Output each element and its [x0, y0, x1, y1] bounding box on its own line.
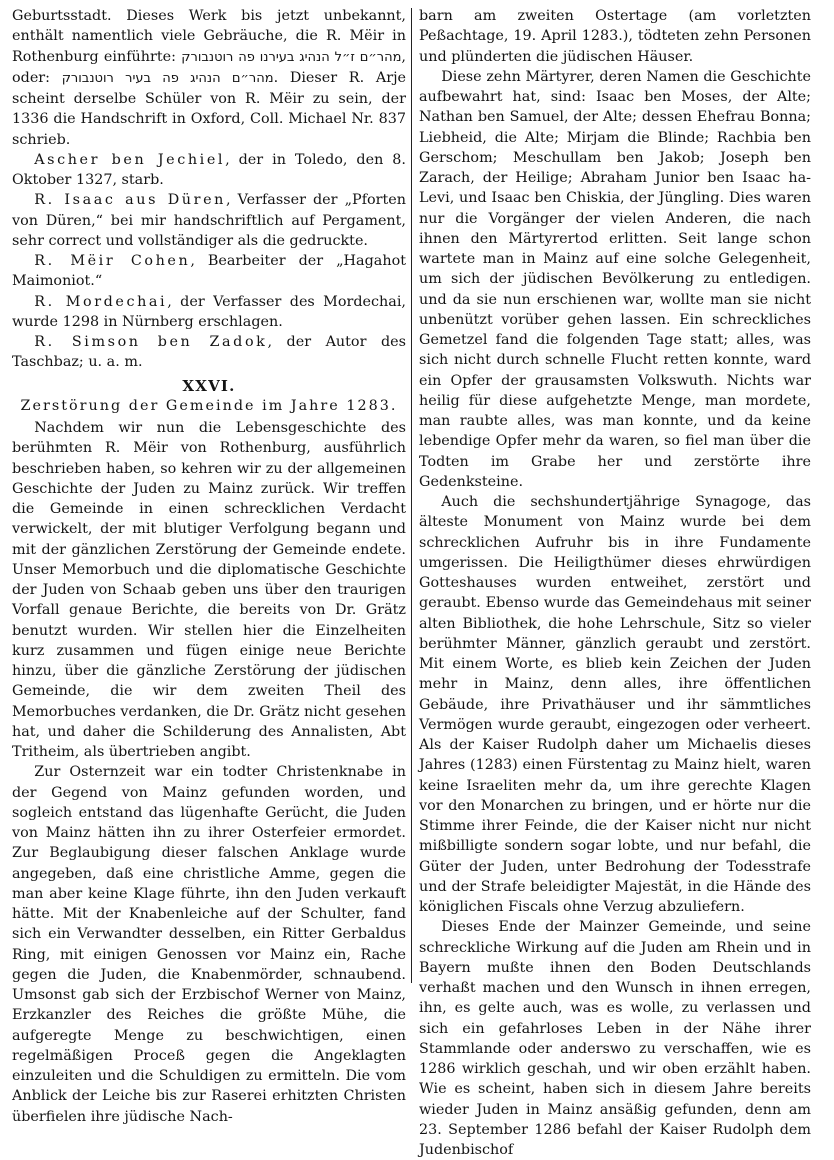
person-name: Ascher ben Jechiel: [34, 151, 226, 168]
person-name: R. Simson ben Zadok: [34, 334, 268, 350]
paragraph-mordechai: [12, 292, 406, 333]
hebrew-quote-2: מהר״ם הנהיג פה בעיר רוטנבורק: [61, 70, 274, 86]
hebrew-quote-1: מהר״ם ז״ל הנהיג בעירנו פה רוטנבורק: [181, 49, 402, 65]
paragraph-martyrs: Diese zehn Märtyrer, deren Namen die Geschichte aufbewahrt hat, sind: Isaac ben Moses, der Alte; Nathan ben Samuel, der Alte; dessen Ehefrau Bonna; Liebheid, die Alte; Mirjam die Blinde; Rachbia ben Gerschom; Meschullam ben Jakob; Joseph ben Zarach, der Heilige; Abraham Junior ben Isaac ha-Levi, und Isaac ben Chiskia, der Jüngling. Dies waren nur die Vorgänger der vielen Anderen, die nach ihnen den Märtyrertod erlitten. Seit lange schon wartete man in Mainz auf eine solche Gelegenheit, um sich der jüdischen Bevölkerung zu entledigen. und da sie nun erschienen war, wollte man sie nicht unbenützt vorüber gehen lassen. Ein schreckliches Gemetzel fand die folgenden Tage statt; alles, was sich nicht durch schnelle Flucht retten konnte, ward ein Opfer der grausamsten Volkswuth. Nichts war heilig für diese aufgehetzte Menge, man mordete, man raubte alles, was man konnte, und da keine lebendige Opfer mehr da waren, so fiel man über die Todten im Grabe her und zerstörte ihre Gedenksteine.: [419, 68, 811, 490]
paragraph-ascher: [12, 150, 406, 191]
person-name: R. Mëir Cohen: [34, 253, 191, 269]
paragraph-easter-accusation: Zur Osternzeit war ein todter Christenknabe in der Gegend von Mainz gefunden worden, und sogleich entstand das lügenhafte Gerücht, die Juden von Mainz hätten ihn zu ihrer Osterfeier ermordet. Zur Beglaubigung dieser falschen Anklage wurde angegeben, daß eine christliche Amme, gegen die man aber keine Klage führte, ihn den Juden verkauft hätte. Mit der Knabenleiche auf der Schulter, fand sich ein Verwandter desselben, ein Ritter Gerbaldus Ring, mit einigen Genossen vor Mainz ein, Rache gegen die Juden, die Knabenmörder, schnaubend. Umsonst gab sich der Erzbischof Werner von Mainz, Erzkanzler des Reiches die größte Mühe, die aufgeregte Menge zu beschwichtigen, einen regelmäßigen Proceß gegen die Angeklagten einzuleiten und die Schuldigen zu ermitteln. Die vom Anblick der Leiche bis zur Raserei erhitzten Christen überfielen ihre jüdische Nach-: [12, 764, 406, 1125]
text-run: . Dieser R. Arje scheint derselbe Schüler von R. Mëir zu sein, der 1336 die Handschrift in Oxford, Coll. Michael Nr. 837 schrieb.: [12, 69, 407, 148]
person-name: R. Mordechai: [34, 293, 168, 310]
section-title: Zerstörung der Gemeinde im Jahre 1283.: [20, 397, 398, 414]
text-run: , Bearbeiter der „Hagahot Maimoniot.“: [12, 253, 406, 290]
text-run: , Verfasser der „Pforten von Düren,“ bei mir handschriftlich auf Pergament, sehr correct und vollständiger als die gedruckte.: [12, 192, 406, 249]
section-number: XXVI.: [182, 376, 236, 395]
paragraph-end-of-community: Dieses Ende der Mainzer Gemeinde, und seine schreckliche Wirkung auf die Juden am Rhein und in Bayern mußte ihnen den Boden Deutschlands verhaßt machen und den Wunsch in ihnen erregen, ihn, es gelte auch, was es wolle, zu verlassen und sich ein gefahrloses Leben in der Nähe ihrer Stammlande oder anderswo zu verschaffen, wie es 1286 wirklich geschah, und wir oben erzählt haben. Wie es scheint, haben sich in diesem Jahre bereits wieder Juden in Mainz ansäßig gefunden, denn am 23. September 1286 befahl der Kaiser Rudolph dem Judenbischof: [419, 919, 811, 1158]
paragraph-simson: [12, 332, 406, 373]
text-run: , der in Toledo, den 8. Oktober 1327, starb.: [12, 151, 406, 188]
text-run: , oder:: [12, 48, 406, 86]
text-run: Geburtsstadt. Dieses Werk bis jetzt unbekannt, enthält namentlich viele Gebräuche, die R. Mëir in Rothenburg einführte:: [12, 8, 406, 65]
text-run: , der Autor des Taschbaz; u. a. m.: [12, 334, 406, 371]
paragraph-continuation: barn am zweiten Ostertage (am vorletzten Peßachtage, 19. April 1283.), tödteten zehn Personen und plünderten die jüdischen Häuser.: [419, 8, 811, 65]
paragraph-birthplace-work: [12, 6, 406, 150]
paragraph-meir-cohen: [12, 251, 406, 292]
right-column: [412, 6, 811, 1160]
paragraph-isaac-dueren: [12, 190, 406, 251]
paragraph-intro-persecution: Nachdem wir nun die Lebensgeschichte des berühmten R. Mëir von Rothenburg, ausführlich beschrieben haben, so kehren wir zu der allgemeinen Geschichte der Juden zu Mainz zurück. Wir treffen die Gemeinde in einen schrecklichen Verdacht verwickelt, der mit blutiger Verfolgung begann und mit der gänzlichen Zerstörung der Gemeinde endete. Unser Memorbuch und die diplomatische Geschichte der Juden von Schaab geben uns über den traurigen Vorfall genaue Berichte, die bereits von Dr. Grätz benutzt wurden. Wir stellen hier die Einzelheiten kurz zusammen und fügen einige neue Berichte hinzu, über die gänzliche Zerstörung der jüdischen Gemeinde, die wir dem zweiten Theil des Memorbuches verdanken, die Dr. Grätz nicht gesehen hat, und daher die Schilderung des Annalisten, Abt Tritheim, als übertrieben angibt.: [12, 420, 406, 760]
person-name: R. Isaac aus Düren: [34, 192, 226, 209]
text-run: , der Verfasser des Mordechai, wurde 1298 in Nürnberg erschlagen.: [12, 293, 406, 330]
left-column: [12, 6, 411, 1127]
two-column-text: [12, 6, 822, 1158]
paragraph-synagogue-destruction: Auch die sechshundertjährige Synagoge, das älteste Monument von Mainz wurde bei dem schrecklichen Aufruhr bis in ihre Fundamente umgerissen. Die Heiligthümer dieses ehrwürdigen Gotteshauses wurden entweihet, zerstört und geraubt. Ebenso wurde das Gemeindehaus mit seiner alten Bibliothek, die hohe Lehrschule, Sitz so vieler berühmter Männer, gänzlich geraubt und zerstört. Mit einem Worte, es blieb kein Zeichen der Juden mehr in Mainz, denn alles, ihre öffentlichen Gebäude, ihre Privathäuser und ihr sämmtliches Vermögen wurde geraubt, eingezogen oder verheert. Als der Kaiser Rudolph daher um Michaelis dieses Jahres (1283) einen Fürstentag zu Mainz hielt, waren keine Israeliten mehr da, um ihre gerechte Klagen vor den Monarchen zu bringen, und er hörte nur die Stimme ihrer Feinde, die der Kaiser nicht nur nicht mißbilligte sondern sogar lobte, und nur befahl, die Güter der Juden, unter Bedrohung der Todesstrafe und der Strafe beleidigter Majestät, in die Hände des königlichen Fiscals ohne Verzug abzuliefern.: [419, 494, 811, 915]
